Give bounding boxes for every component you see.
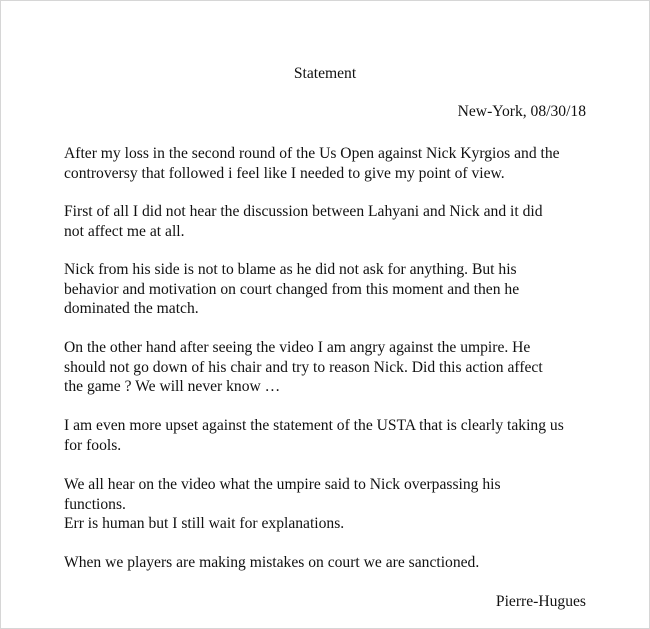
paragraph-line: for fools. xyxy=(64,436,122,454)
paragraph-line: not affect me at all. xyxy=(64,222,185,240)
paragraph-line: behavior and motivation on court changed from this moment and then he xyxy=(64,280,520,298)
paragraph-2 xyxy=(64,202,594,241)
paragraph-line: We all hear on the video what the umpire said to Nick overpassing his xyxy=(64,476,501,493)
paragraph-6 xyxy=(64,475,594,534)
dateline: New-York, 08/30/18 xyxy=(457,103,586,120)
paragraph-line: the game ? We will never know … xyxy=(64,378,281,395)
paragraph-line: When we players are making mistakes on court we are sanctioned. xyxy=(64,554,480,571)
paragraph-line: should not go down of his chair and try to reason Nick. Did this action affect xyxy=(64,358,543,376)
signature: Pierre-Hugues xyxy=(495,593,586,610)
paragraph-line: First of all I did not hear the discussion between Lahyani and Nick and it did xyxy=(64,203,543,220)
paragraph-line: Nick from his side is not to blame as he did not ask for anything. But his xyxy=(64,261,517,278)
paragraph-1 xyxy=(64,144,594,183)
paragraph-7 xyxy=(64,553,594,573)
paragraph-line: On the other hand after seeing the video I am angry against the umpire. He xyxy=(64,339,531,356)
paragraph-line: Err is human but I still wait for explanations. xyxy=(64,515,345,532)
paragraph-line: controversy that followed i feel like I needed to give my point of view. xyxy=(64,164,505,182)
paragraph-line: dominated the match. xyxy=(64,300,199,317)
paragraph-line: After my loss in the second round of the Us Open against Nick Kyrgios and the xyxy=(64,145,560,162)
paragraph-5 xyxy=(64,416,594,455)
document-title: Statement xyxy=(293,65,357,82)
paragraph-line: I am even more upset against the statement of the USTA that is clearly taking us xyxy=(64,417,564,434)
paragraph-line: functions. xyxy=(64,495,126,513)
paragraph-4 xyxy=(64,338,594,397)
paragraph-3 xyxy=(64,260,594,319)
